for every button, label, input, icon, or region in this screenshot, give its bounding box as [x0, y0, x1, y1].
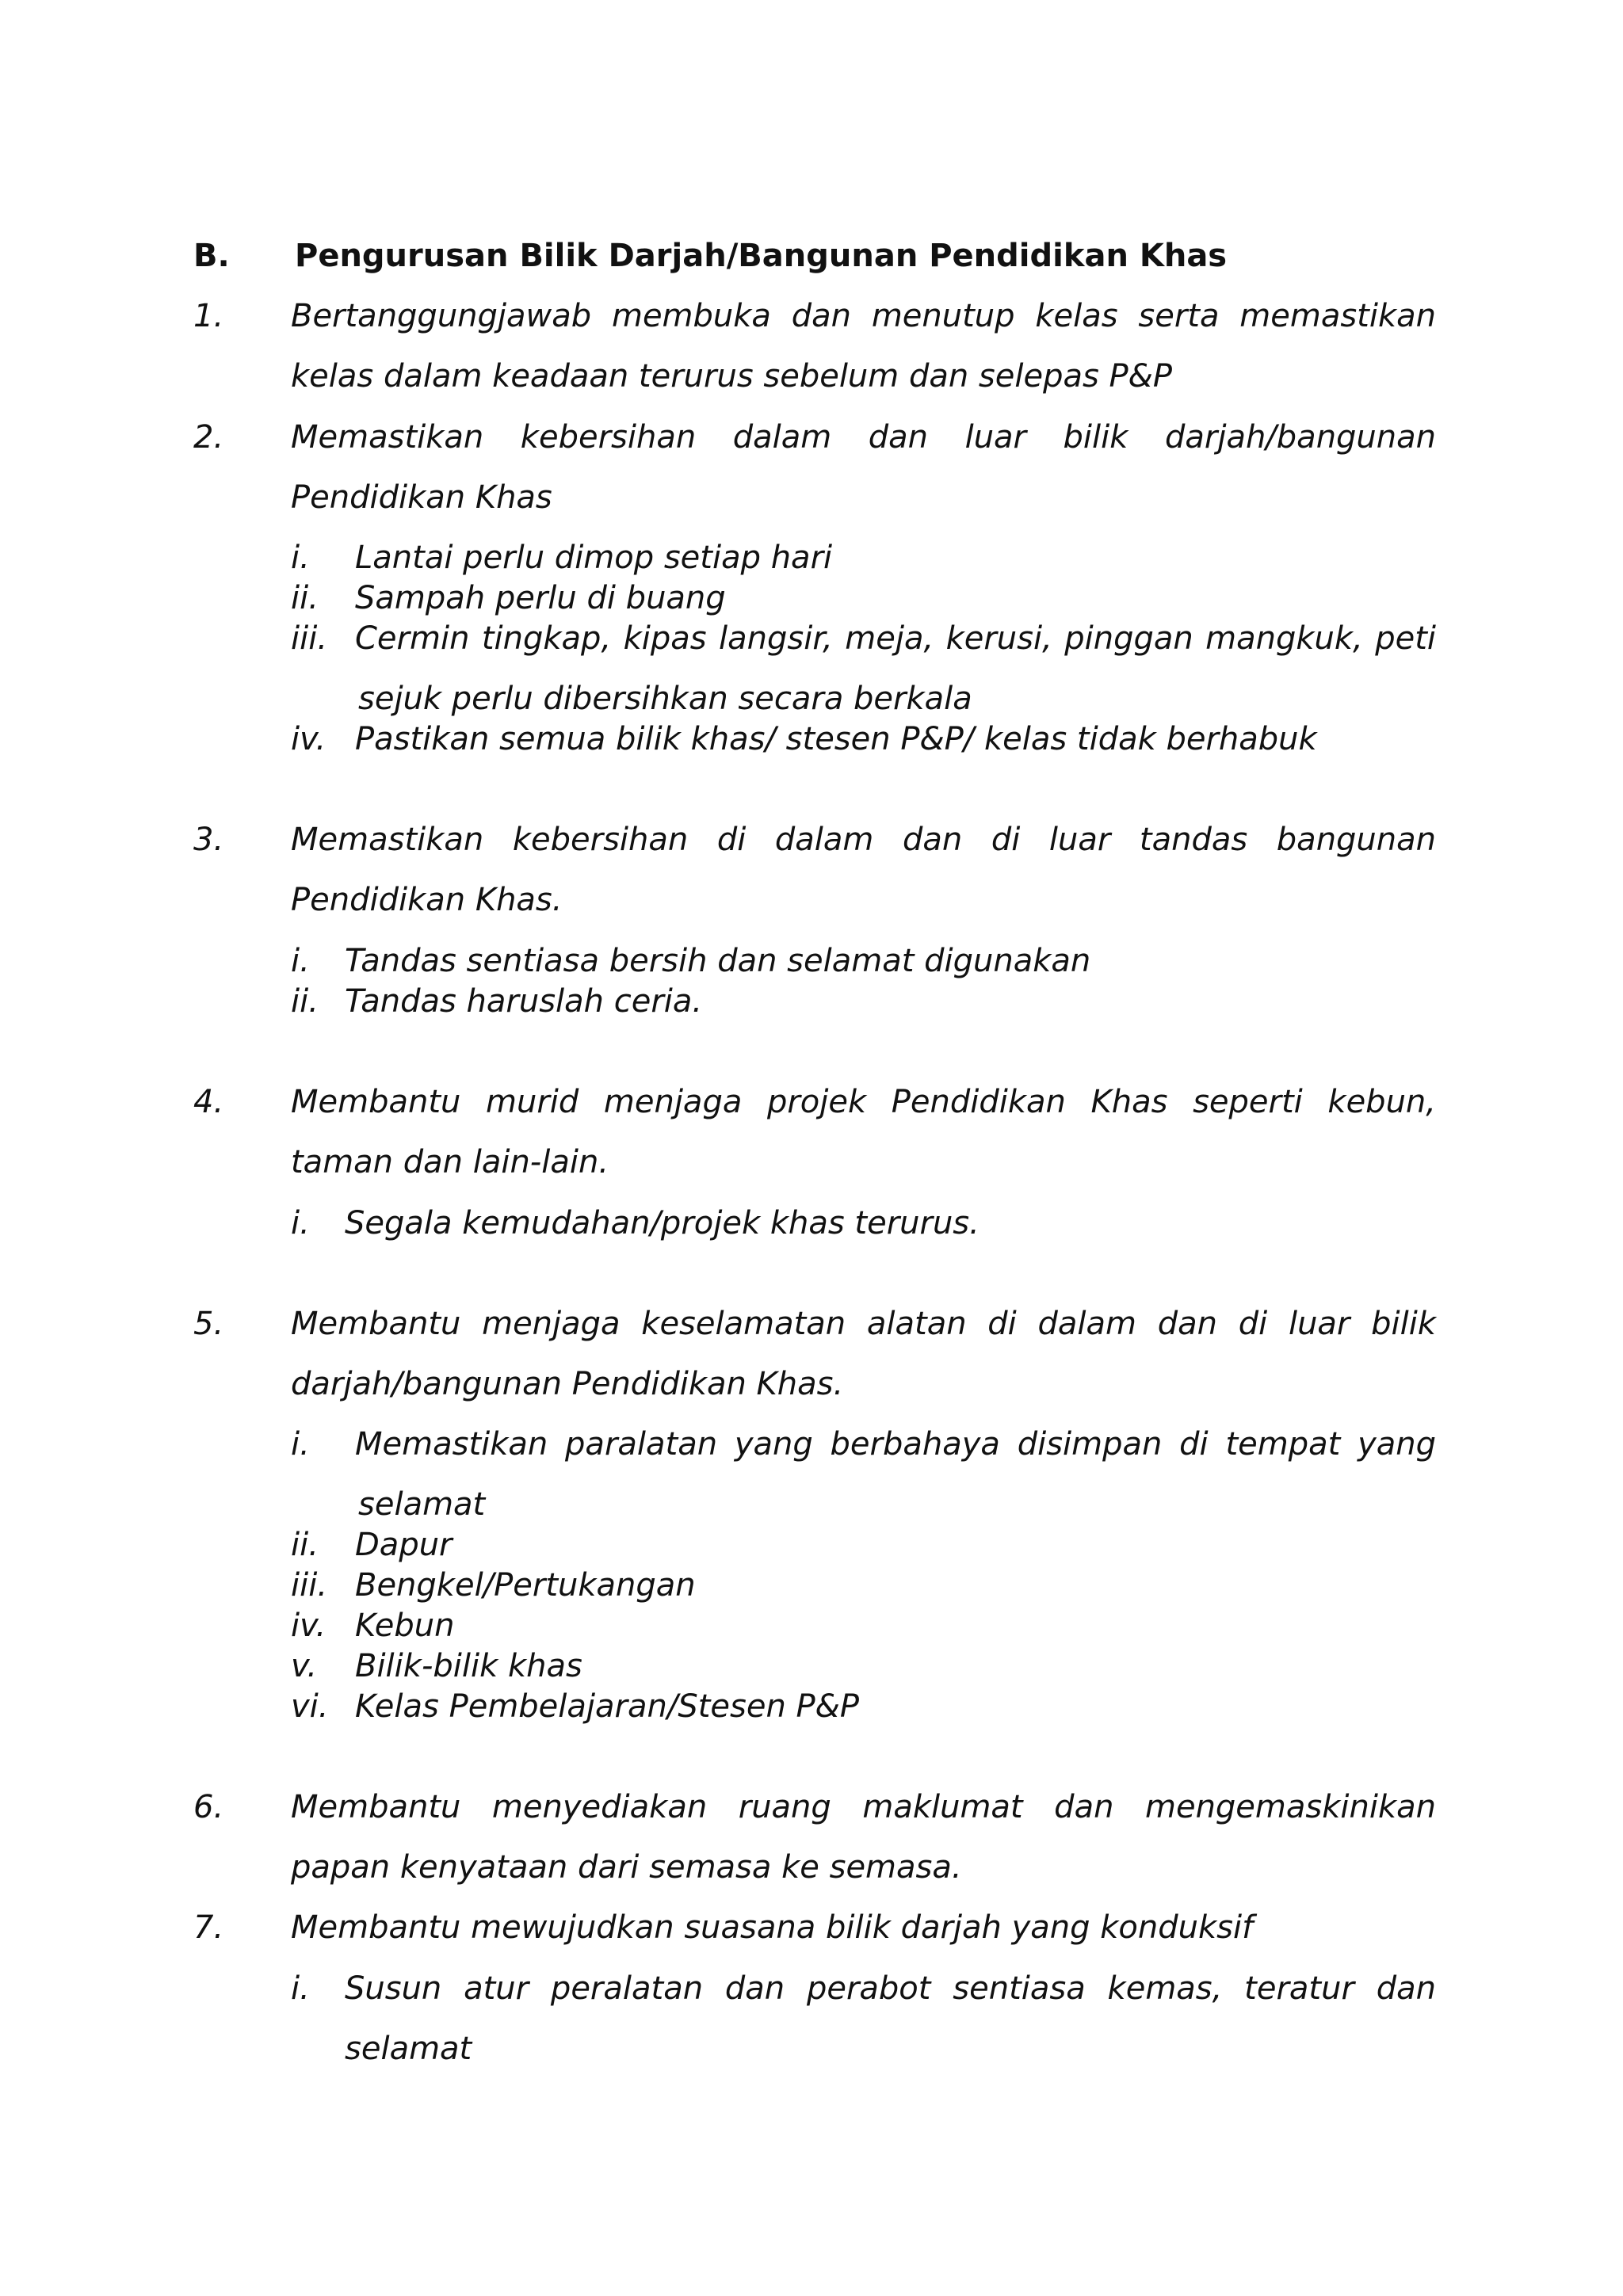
- subitem-text: Dapur: [355, 1527, 453, 1563]
- subitem-number: vi.: [291, 1688, 329, 1725]
- subitem-number: ii.: [291, 1527, 319, 1563]
- subitem-number: i.: [291, 1970, 310, 2007]
- item-text-line: Pendidikan Khas: [291, 479, 552, 516]
- subitem-number: iv.: [291, 721, 327, 757]
- item-text-line: Bertanggungjawab membuka dan menutup kelas serta memastikan: [291, 298, 1436, 334]
- subitem-text: selamat: [345, 2031, 472, 2067]
- subitem-text: Sampah perlu di buang: [355, 580, 726, 616]
- subitem-text: Lantai perlu dimop setiap hari: [355, 540, 833, 576]
- item-text-line: Membantu mewujudkan suasana bilik darjah yang konduksif: [291, 1909, 1254, 1946]
- subitem-text: Susun atur peralatan dan perabot sentiasa kemas, teratur dan: [345, 1970, 1436, 2007]
- item-number: 7.: [193, 1909, 224, 1946]
- subitem-number: i.: [291, 943, 310, 979]
- subitem-number: iv.: [291, 1608, 327, 1644]
- subitem-number: ii.: [291, 580, 319, 616]
- item-text-line: kelas dalam keadaan terurus sebelum dan selepas P&P: [291, 358, 1172, 395]
- subitem-text: Segala kemudahan/projek khas terurus.: [345, 1205, 980, 1241]
- subitem-text: Bengkel/Pertukangan: [355, 1567, 696, 1604]
- item-text-line: Memastikan kebersihan di dalam dan di luar tandas bangunan: [291, 822, 1436, 858]
- section-title: Pengurusan Bilik Darjah/Bangunan Pendidikan Khas: [295, 238, 1228, 274]
- item-number: 5.: [193, 1306, 224, 1342]
- subitem-text: Bilik-bilik khas: [355, 1648, 582, 1684]
- subitem-number: iii.: [291, 1567, 328, 1604]
- item-text-line: papan kenyataan dari semasa ke semasa.: [291, 1849, 962, 1886]
- item-text-line: Membantu murid menjaga projek Pendidikan Khas seperti kebun,: [291, 1084, 1436, 1120]
- subitem-text: Tandas sentiasa bersih dan selamat digunakan: [345, 943, 1091, 979]
- subitem-number: ii.: [291, 983, 319, 1020]
- item-number: 4.: [193, 1084, 224, 1120]
- subitem-text: Kebun: [355, 1608, 455, 1644]
- item-number: 2.: [193, 419, 224, 456]
- item-text-line: taman dan lain-lain.: [291, 1144, 609, 1180]
- subitem-number: i.: [291, 540, 310, 576]
- subitem-text: Tandas haruslah ceria.: [345, 983, 703, 1020]
- subitem-text: Cermin tingkap, kipas langsir, meja, kerusi, pinggan mangkuk, peti: [355, 620, 1436, 657]
- item-number: 1.: [193, 298, 224, 334]
- section-letter: B.: [193, 238, 230, 274]
- item-number: 3.: [193, 822, 224, 858]
- subitem-number: v.: [291, 1648, 318, 1684]
- item-text-line: Memastikan kebersihan dalam dan luar bilik darjah/bangunan: [291, 419, 1436, 456]
- subitem-text: Memastikan paralatan yang berbahaya disimpan di tempat yang: [355, 1426, 1436, 1463]
- subitem-number: iii.: [291, 620, 328, 657]
- item-text-line: darjah/bangunan Pendidikan Khas.: [291, 1366, 844, 1402]
- item-text-line: Membantu menjaga keselamatan alatan di dalam dan di luar bilik: [291, 1306, 1436, 1342]
- subitem-text: sejuk perlu dibersihkan secara berkala: [358, 681, 972, 717]
- subitem-number: i.: [291, 1205, 310, 1241]
- subitem-text: Kelas Pembelajaran/Stesen P&P: [355, 1688, 859, 1725]
- item-text-line: Membantu menyediakan ruang maklumat dan mengemaskinikan: [291, 1789, 1436, 1825]
- subitem-number: i.: [291, 1426, 310, 1463]
- item-text-line: Pendidikan Khas.: [291, 882, 563, 918]
- subitem-text: selamat: [358, 1486, 486, 1523]
- subitem-text: Pastikan semua bilik khas/ stesen P&P/ kelas tidak berhabuk: [355, 721, 1317, 757]
- item-number: 6.: [193, 1789, 224, 1825]
